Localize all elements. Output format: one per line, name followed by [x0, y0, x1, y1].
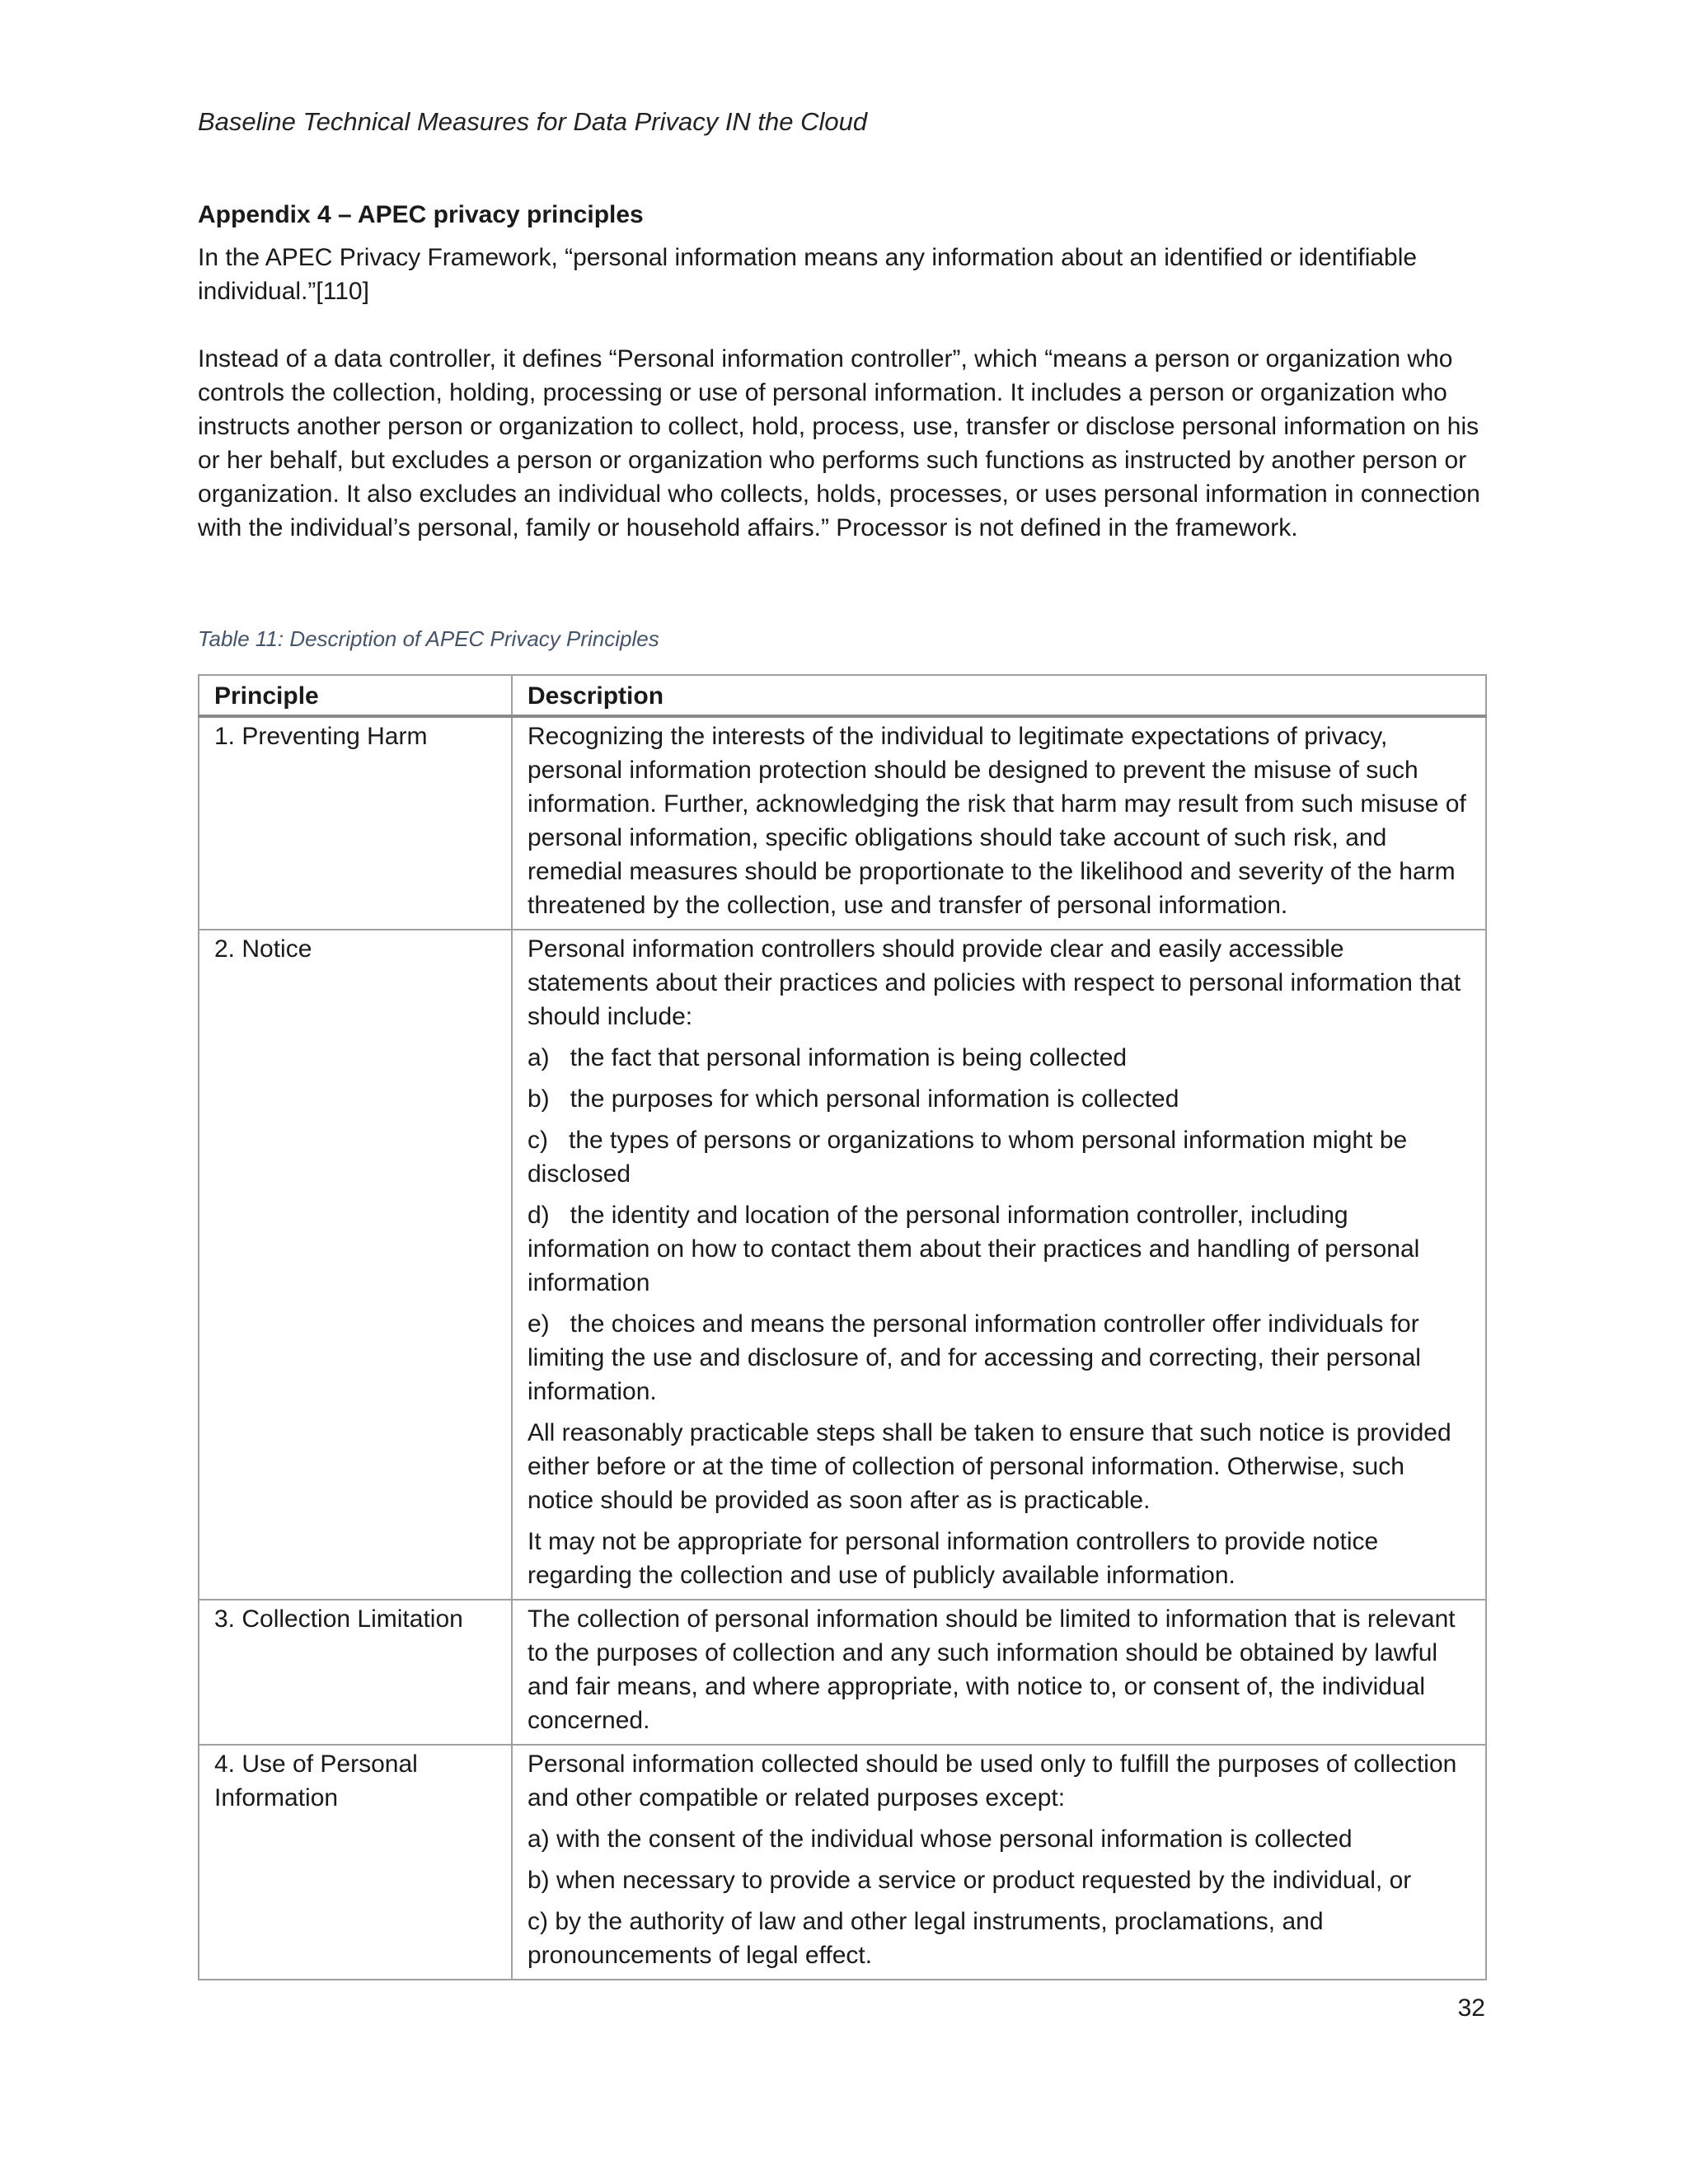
- table-header-row: [199, 675, 1486, 716]
- list-item: c) by the authority of law and other legal instruments, proclamations, and pronouncements of legal effect.: [528, 1908, 1324, 1969]
- description-text: Personal information collected should be used only to fulfill the purposes of collection and other compatible or related purposes except:: [528, 1750, 1457, 1811]
- description-text: Personal information controllers should provide clear and easily accessible statements about their practices and policies with respect to personal information that should include:: [528, 935, 1461, 1030]
- description-cell: [512, 930, 1486, 1600]
- table-row: [199, 1600, 1486, 1745]
- controller-definition-paragraph: Instead of a data controller, it defines “Personal information controller”, which “means a person or organization who controls the collection, holding, processing or use of personal information. It includes a person or organization who instructs another person or organization to collect, hold, process, use, transfer or disclose personal information on his or her behalf, but excludes a person or organization who performs such functions as instructed by another person or organization. It also excludes an individual who collects, holds, processes, or uses personal information in connection with the individual’s personal, family or household affairs.” Processor is not defined in the framework.: [198, 345, 1480, 541]
- principle-cell: 3. Collection Limitation: [199, 1600, 512, 1745]
- list-item: c) the types of persons or organizations to whom personal information might be disclosed: [528, 1127, 1408, 1188]
- intro-paragraph: In the APEC Privacy Framework, “personal information means any information about an identified or identifiable individual.”[110]: [198, 244, 1418, 305]
- description-cell: [512, 1745, 1486, 1980]
- description-text: All reasonably practicable steps shall be taken to ensure that such notice is provided either before or at the time of collection of personal information. Otherwise, such notice should be provided as soon after as is practicable.: [528, 1419, 1451, 1514]
- appendix-title: Appendix 4 – APEC privacy principles: [198, 201, 644, 228]
- description-text: Recognizing the interests of the individual to legitimate expectations of privacy, personal information protection should be designed to prevent the misuse of such information. Further, acknowledging the risk that harm may result from such misuse of personal information, specific obligations should take account of such risk, and remedial measures should be proportionate to the likelihood and severity of the harm threatened by the collection, use and transfer of personal information.: [528, 723, 1466, 919]
- running-header: Baseline Technical Measures for Data Privacy IN the Cloud: [198, 107, 868, 136]
- description-text: The collection of personal information should be limited to information that is relevant to the purposes of collection and any such information should be obtained by lawful and fair means, and where appropriate, with notice to, or consent of, the individual concerned.: [528, 1605, 1456, 1734]
- principle-cell: 2. Notice: [199, 930, 512, 1600]
- table-row: [199, 1745, 1486, 1980]
- table-row: [199, 716, 1486, 930]
- list-item: a) the fact that personal information is being collected: [528, 1044, 1128, 1071]
- principle-cell: 1. Preventing Harm: [199, 716, 512, 930]
- list-item: d) the identity and location of the personal information controller, including information on how to contact them about their practices and handling of personal information: [528, 1202, 1420, 1296]
- page-number: 32: [1457, 1994, 1485, 2022]
- description-text: It may not be appropriate for personal information controllers to provide notice regarding the collection and use of publicly available information.: [528, 1528, 1379, 1589]
- description-cell: [512, 1600, 1486, 1745]
- list-item: a) with the consent of the individual whose personal information is collected: [528, 1825, 1353, 1853]
- principles-table: [198, 674, 1487, 1980]
- column-header-principle: Principle: [199, 675, 512, 716]
- table-caption: Table 11: Description of APEC Privacy Principles: [198, 626, 659, 651]
- list-item: b) the purposes for which personal information is collected: [528, 1085, 1179, 1113]
- list-item: b) when necessary to provide a service or product requested by the individual, or: [528, 1867, 1412, 1894]
- description-cell: [512, 716, 1486, 930]
- column-header-description: Description: [512, 675, 1486, 716]
- principle-cell: 4. Use of Personal Information: [199, 1745, 512, 1980]
- table-row: [199, 930, 1486, 1600]
- list-item: e) the choices and means the personal information controller offer individuals for limiting the use and disclosure of, and for accessing and correcting, their personal information.: [528, 1310, 1421, 1405]
